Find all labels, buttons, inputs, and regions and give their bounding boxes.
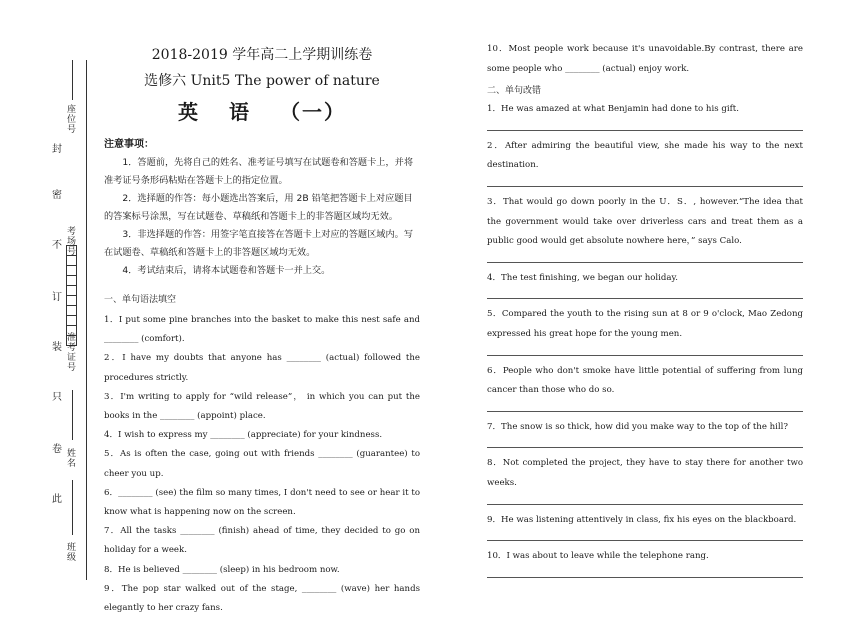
admission-number-boxes	[66, 245, 76, 345]
section-heading: 二、单句改错	[487, 86, 542, 97]
answer-line[interactable]	[487, 345, 803, 356]
correction-question: 9．He was listening attentively in class, fix his eyes on the blackboard.	[487, 514, 797, 525]
answer-line[interactable]	[487, 494, 803, 505]
question: 5．As is often the case, going out with friends ________ (guarantee) to cheer you up.	[104, 449, 420, 479]
question: 6．________ (see) the film so many times, I don't need to see or hear it to know what is happening now on the screen.	[104, 487, 420, 518]
field-class: 班级	[65, 542, 75, 562]
answer-line[interactable]	[487, 567, 803, 578]
correction-question: 10．I was about to leave while the telephone rang.	[487, 551, 709, 562]
subject-char: 英	[178, 100, 201, 124]
answer-line[interactable]	[487, 401, 803, 412]
field-exam-room: 考场号	[65, 226, 75, 256]
note-item: 1．答题前，先将自己的姓名、准考证号填写在试题卷和答题卡上，并将准考证号条形码粘贴在答题卡上的指定位置。	[104, 157, 414, 186]
answer-line[interactable]	[487, 252, 803, 263]
correction-question: 5．Compared the youth to the rising sun at 8 or 9 o'clock, Mao Zedong expressed his great hope for the young men.	[487, 309, 803, 339]
section-heading: 一、单句语法填空	[104, 295, 177, 305]
answer-line[interactable]	[487, 120, 803, 131]
notes-heading: 注意事项：	[104, 139, 154, 150]
seal-char: 此	[52, 494, 62, 505]
field-admission-number: 准考证号	[65, 332, 75, 372]
field-seat-number: 座位号	[65, 104, 75, 134]
answer-line[interactable]	[487, 437, 803, 448]
field-name: 姓名	[65, 448, 75, 468]
right-column	[487, 40, 803, 584]
field-line-name	[72, 390, 73, 440]
seal-char: 卷	[52, 444, 62, 455]
correction-question: 6．People who don't smoke have little potential of suffering from lung cancer than those who do so.	[487, 365, 803, 396]
exam-subtitle: 选修六 Unit5 The power of nature	[144, 73, 380, 89]
subject-title	[104, 96, 420, 125]
seal-char: 装	[52, 342, 62, 353]
question: 7．All the tasks ________ (finish) ahead of time, they decided to go on holiday for a week.	[104, 526, 420, 556]
correction-question: 8．Not completed the project, they have to stay there for another two weeks.	[487, 458, 803, 488]
answer-line[interactable]	[487, 176, 803, 187]
question: 1．I put some pine branches into the basket to make this nest safe and ________ (comfort).	[104, 315, 420, 345]
binding-margin	[0, 0, 100, 607]
exam-title: 2018-2019 学年高二上学期训练卷	[151, 47, 373, 63]
note-item: 2．选择题的作答：每小题选出答案后，用 2B 铅笔把答题卡上对应题目的答案标号涂黑，写在试题卷、草稿纸和答题卡上的非答题区域均无效。	[104, 193, 413, 222]
field-line-seat	[72, 60, 73, 100]
question: 2．I have my doubts that anyone has ________ (actual) followed the procedures strictly.	[104, 353, 420, 383]
field-line-class	[72, 480, 73, 535]
seal-char: 封	[52, 144, 62, 155]
subject-part: （一）	[279, 100, 346, 124]
question: 9．The pop star walked out of the stage, ________ (wave) her hands elegantly to her crazy fans.	[104, 583, 420, 614]
binding-line	[86, 60, 87, 580]
answer-line[interactable]	[487, 530, 803, 541]
correction-question: 2．After admiring the beautiful view, she made his way to the next destination.	[487, 140, 803, 171]
seal-char: 不	[52, 240, 62, 251]
question: 4．I wish to express my ________ (appreciate) for your kindness.	[104, 430, 383, 441]
correction-question: 7．The snow is so thick, how did you make way to the top of the hill?	[487, 421, 789, 432]
subject-char: 语	[229, 100, 251, 124]
correction-question: 3．That would go down poorly in the U．S．, however.“The idea that the government would take over driverless cars and treat them as a public good would get absolute nowhere here，” says Calo.	[487, 196, 803, 247]
question: 8．He is believed ________ (sleep) in his bedroom now.	[104, 564, 340, 575]
correction-question: 4．The test finishing, we began our holiday.	[487, 272, 678, 283]
left-column	[104, 40, 420, 618]
question: 3．I'm writing to apply for “wild release”， in which you can put the books in the ________ (appoint) place.	[104, 391, 420, 422]
correction-question: 1．He was amazed at what Benjamin had done to his gift.	[487, 104, 739, 115]
answer-line[interactable]	[487, 288, 803, 299]
question: 10．Most people work because it's unavoidable.By contrast, there are some people who ________ (actual) enjoy work.	[487, 44, 803, 74]
seal-char: 密	[52, 190, 62, 201]
note-item: 4．考试结束后，请将本试题卷和答题卡一并上交。	[122, 265, 331, 276]
seal-char: 订	[52, 292, 62, 303]
note-item: 3．非选择题的作答：用签字笔直接答在答题卡上对应的答题区域内。写在试题卷、草稿纸和答题卡上的非答题区域均无效。	[104, 229, 414, 258]
seal-char: 只	[52, 392, 62, 403]
